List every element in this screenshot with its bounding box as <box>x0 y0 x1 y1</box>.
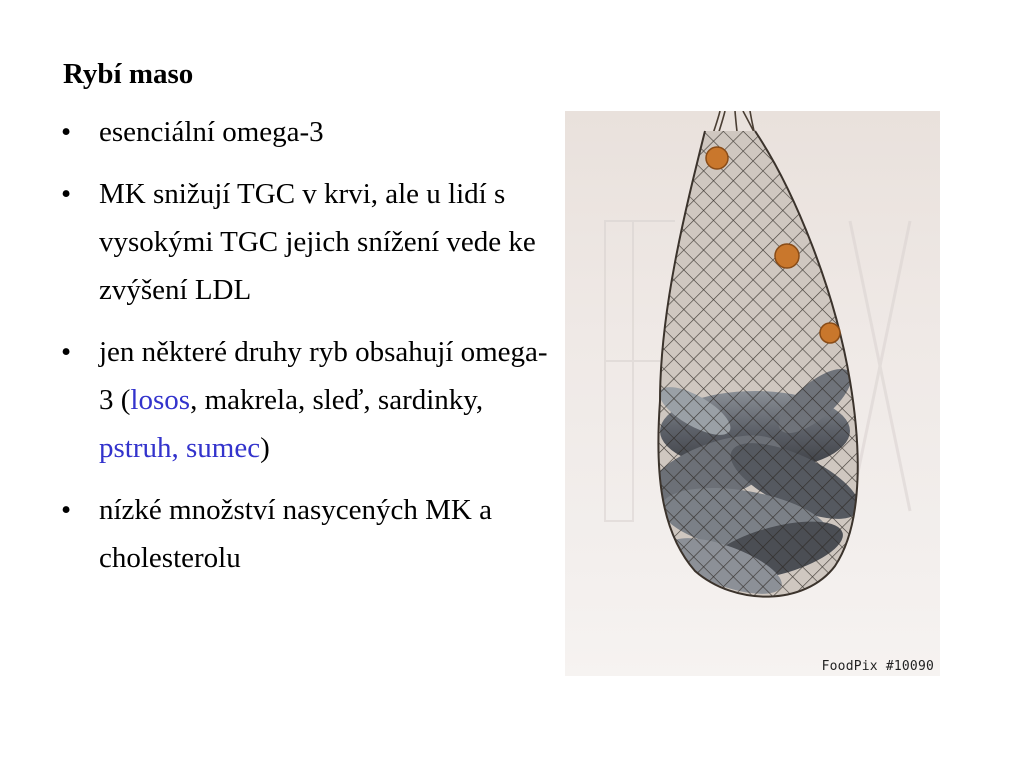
bullet-dot-icon: • <box>61 116 72 148</box>
bullet-item <box>60 170 550 314</box>
highlight-losos: losos <box>130 384 191 416</box>
bullet-list <box>60 108 550 596</box>
slide-title: Rybí maso <box>63 58 194 90</box>
bullet-text-part: ) <box>260 432 270 464</box>
bullet-text: esenciální omega-3 <box>99 116 324 148</box>
bullet-text-part: jen některé druhy ryb obsahují omega-3 ( <box>99 336 548 416</box>
bullet-text: nízké množství nasycených MK a cholesterolu <box>99 494 493 574</box>
bullet-text-part: , makrela, sleď, sardinky, <box>190 384 484 416</box>
bullet-dot-icon: • <box>61 336 72 368</box>
bullet-text: MK snižují TGC v krvi, ale u lidí s vysokými TGC jejich snížení vede ke zvýšení LDL <box>99 178 536 306</box>
bullet-item <box>60 108 550 156</box>
fish-net-illustration <box>565 111 940 676</box>
image-caption: FoodPix #10090 <box>821 659 934 674</box>
bullet-dot-icon: • <box>61 178 72 210</box>
net-bag <box>565 111 940 676</box>
fish-net-photo <box>565 111 940 676</box>
bullet-item <box>60 486 550 582</box>
bullet-item <box>60 328 550 472</box>
highlight-pstruh-sumec: pstruh, sumec <box>99 432 261 464</box>
bullet-dot-icon: • <box>61 494 72 526</box>
